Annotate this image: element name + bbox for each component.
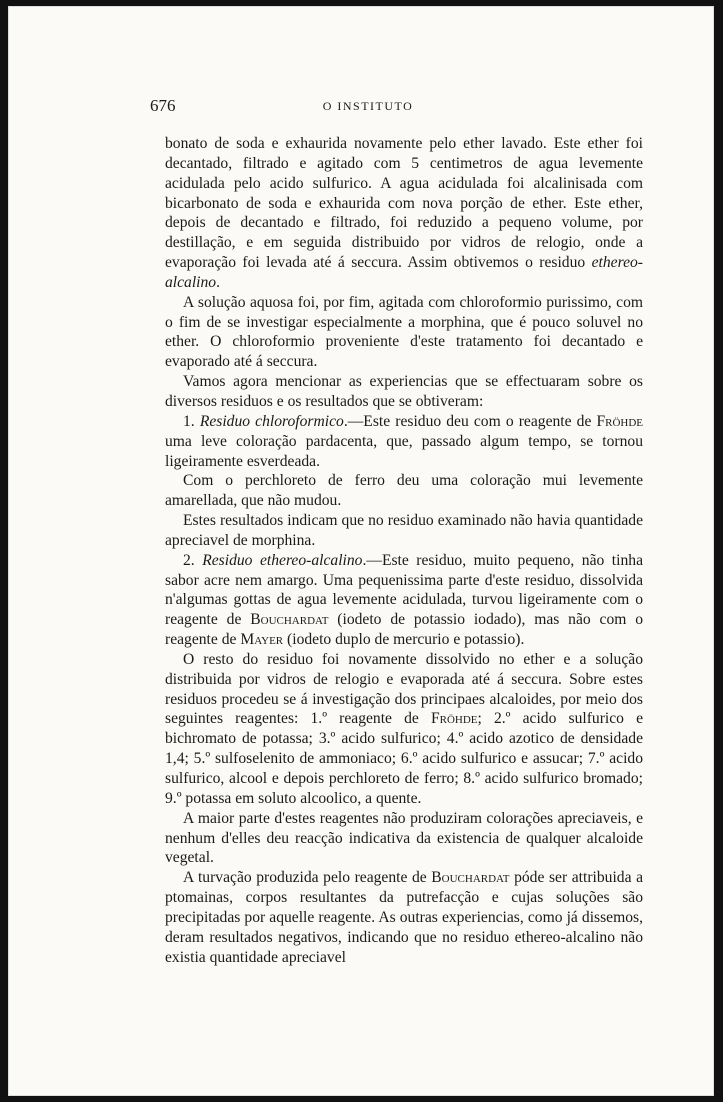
paragraph-4 <box>165 412 643 472</box>
paragraph-7-end: (iodeto duplo de mercurio e potassio). <box>283 631 525 649</box>
paragraph-8 <box>165 650 643 809</box>
paragraph-3: Vamos agora mencionar as experiencias que se effectuaram sobre os diversos residuos e os resultados que se obtiveram: <box>165 373 643 410</box>
reagent-name: Bouchardat <box>250 611 329 629</box>
paragraph-1-end: . <box>216 273 221 291</box>
paragraph-1-text: bonato de soda e exhaurida novamente pelo ether lavado. Este ether foi decantado, filtrado e agitado com 5 centimetros de agua levemente acidulada pelo acido sulfurico. A agua acidulada foi alcalinisada com bicarbonato de soda e exhaurida com nova porção de ether. Este ether, depois de decantado e filtrado, foi reduzido a pequeno volume, por destillação, e em seguida distribuido por vidros de relogio, onde a evaporação foi levada até á seccura. Assim obtivemos o residuo <box>165 135 643 272</box>
item-number: 2. <box>183 551 203 569</box>
paragraph-10-end: póde ser attribuida a ptomainas, corpos resultantes da putrefacção e cujas soluções são precipitadas por aquelle reagente. As outras experiencias, como já dissemos, deram resultados negativos, indicando que no residuo ethereo-alcalino não existia quantidade apreciavel <box>165 869 643 966</box>
reagent-name: Mayer <box>240 631 284 649</box>
page-header <box>148 92 588 122</box>
paragraph-9: A maior parte d'estes reagentes não produziram colorações apreciaveis, e nenhum d'elles deu reacção indicativa da existencia de qualquer alcaloide vegetal. <box>165 809 643 867</box>
page-number: 676 <box>150 96 176 115</box>
paragraph-6: Estes resultados indicam que no residuo examinado não havia quantidade apreciavel de morphina. <box>165 512 643 549</box>
paragraph-7-text: .—Este residuo, muito pequeno, não tinha sabor acre nem amargo. Uma pequenissima parte d'este residuo, dissolvida n'algumas gottas de agua levemente acidulada, turvou ligeiramente com o reagente de <box>165 551 643 629</box>
reagent-name: Fröhde <box>596 412 644 430</box>
reagent-name: Fröhde <box>430 710 478 728</box>
paragraph-8-end: ; 2.º acido sulfurico e bichromato de potassa; 3.º acido sulfurico; 4.º acido azotico de densidade 1,4; 5.º sulfoselenito de ammoniaco; 6.º acido sulfurico e assucar; 7.º acido sulfurico, alcool e depois perchloreto de ferro; 8.º acido sulfurico bromado; 9.º potassa em soluto alcoolico, a quente. <box>165 710 643 807</box>
paragraph-7 <box>165 551 643 650</box>
paragraph-10 <box>165 868 643 967</box>
paragraph-1 <box>165 134 643 293</box>
body-text <box>165 134 643 967</box>
item-heading: Residuo chloroformico <box>199 412 344 430</box>
paragraph-2: A solução aquosa foi, por fim, agitada com chloroformio purissimo, com o fim de se investigar especialmente a morphina, que é pouco soluvel no ether. O chloroformio proveniente d'este tratamento foi decantado e evaporado até á seccura. <box>165 293 643 371</box>
paragraph-4-end: uma leve coloração pardacenta, que, passado algum tempo, se tornou ligeiramente esverdeada. <box>165 432 643 470</box>
paragraph-5: Com o perchloreto de ferro deu uma coloração mui levemente amarellada, que não mudou. <box>165 472 643 510</box>
paragraph-4-text: .—Este residuo deu com o reagente de <box>343 412 597 430</box>
term-ethereo-alcalino: ethereo-alcalino <box>165 254 643 291</box>
paragraph-10-text: A turvação produzida pelo reagente de <box>183 869 432 887</box>
running-title: O INSTITUTO <box>322 99 414 113</box>
paragraph-8-text: O resto do residuo foi novamente dissolvido no ether e a solução distribuida por vidros de relogio e evaporada até á seccura. Sobre estes residuos procedeu se á investigação dos principaes alcaloides, por meio dos seguintes reagentes: 1.º reagente de <box>165 650 643 728</box>
item-heading: Residuo ethereo-alcalino <box>202 551 363 569</box>
item-number: 1. <box>183 412 200 430</box>
paragraph-7-mid: (iodeto de potassio iodado), mas não com o reagente de <box>165 611 644 649</box>
reagent-name: Bouchardat <box>431 869 510 887</box>
book-page <box>8 6 714 1096</box>
